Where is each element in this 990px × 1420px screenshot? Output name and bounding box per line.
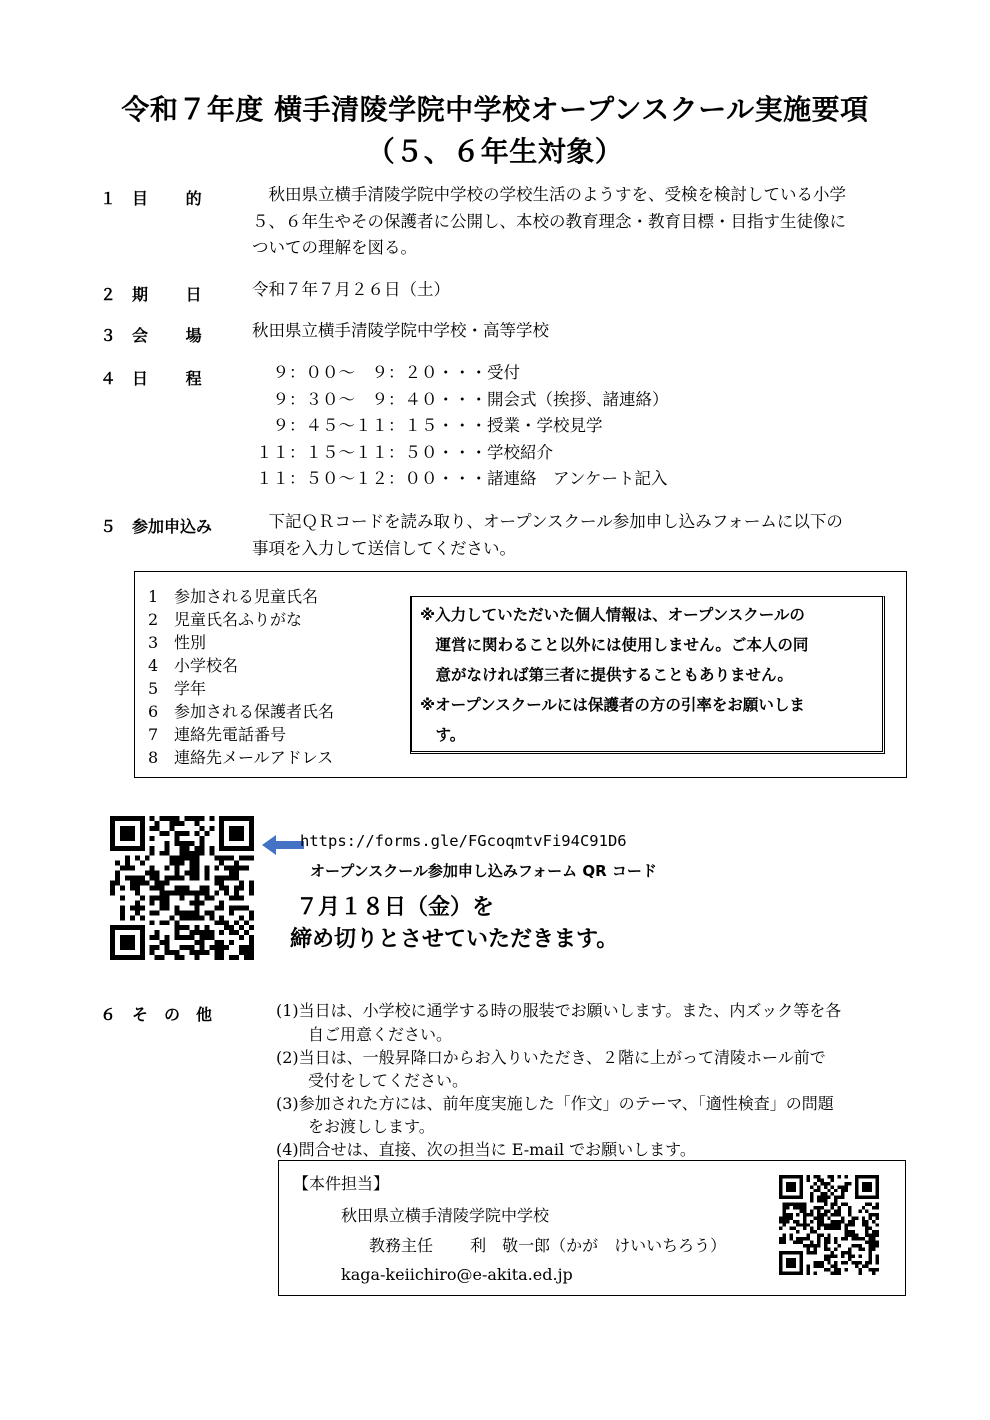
text-line: 秋田県立横手清陵学院中学校の学校生活のようすを、受検を検討している小学 xyxy=(252,185,846,204)
qr-caption: オープンスクール参加申し込みフォーム QR コード xyxy=(310,862,657,880)
notice-line: ※オープンスクールには保護者の方の引率をお願いしま xyxy=(420,696,805,714)
form-item xyxy=(148,584,318,607)
contact-heading: 【本件担当】 xyxy=(293,1174,390,1193)
form-item-label: 小学校名 xyxy=(174,656,239,675)
schedule-item: ９：４５～１１：１５・・・授業・学校見学 xyxy=(256,416,603,435)
section-number: ２ xyxy=(100,285,117,304)
form-item xyxy=(148,722,286,745)
page-title: 令和７年度 横手清陵学院中学校オープンスクール実施要項 xyxy=(121,93,869,126)
section-label-purpose: 目 的 xyxy=(132,189,202,208)
section-label-schedule: 日 程 xyxy=(132,369,202,388)
qr-code-image xyxy=(779,1175,879,1275)
form-item xyxy=(148,676,206,699)
text-line: ５、６年生やその保護者に公開し、本校の教育理念・教育目標・目指す生徒像に xyxy=(252,211,846,231)
form-item-number: 7 xyxy=(148,725,159,744)
contact-email[interactable]: kaga-keiichiro@e-akita.ed.jp xyxy=(341,1265,573,1284)
section-label-other: そ の 他 xyxy=(132,1005,213,1024)
text-line: 下記ＱＲコードを読み取り、オープンスクール参加申し込みフォームに以下の xyxy=(252,512,843,531)
text-line: 事項を入力して送信してください。 xyxy=(252,538,516,558)
form-url-link[interactable]: https://forms.gle/FGcoqmtvFi94C91D6 xyxy=(300,832,627,850)
form-item xyxy=(148,699,334,722)
contact-school: 秋田県立横手清陵学院中学校 xyxy=(341,1206,550,1225)
notice-line: 運営に関わること以外には使用しません。ご本人の同 xyxy=(420,636,809,654)
form-item-number: 2 xyxy=(148,610,159,629)
schedule-item: ９：３０～ ９：４０・・・開会式（挨拶、諸連絡） xyxy=(256,389,669,409)
form-item-number: 6 xyxy=(148,702,159,721)
apply-text xyxy=(252,509,843,562)
other-line: 自ご用意ください。 xyxy=(276,1025,453,1044)
section-number: ３ xyxy=(100,326,117,345)
other-line: (4)問合せは、直接、次の担当に E-mail でお願いします。 xyxy=(276,1140,696,1159)
form-item xyxy=(148,745,333,768)
page-subtitle: （５、６年生対象） xyxy=(366,135,624,168)
form-item-number: 3 xyxy=(148,633,159,652)
other-line: 受付をしてください。 xyxy=(276,1071,469,1090)
section-number: ４ xyxy=(100,369,117,388)
deadline-text: 締め切りとさせていただきます。 xyxy=(290,927,619,952)
qr-code-icon[interactable] xyxy=(110,816,254,960)
form-item xyxy=(148,630,206,653)
form-item-label: 学年 xyxy=(174,679,207,698)
form-item-label: 児童氏名ふりがな xyxy=(174,610,303,629)
form-item xyxy=(148,607,302,630)
text-line: ついての理解を図る。 xyxy=(252,238,417,257)
schedule-item: １１：５０～１２：００・・・諸連絡 アンケート記入 xyxy=(256,469,668,488)
section-label-venue: 会 場 xyxy=(132,326,202,345)
section-number: １ xyxy=(100,189,117,208)
other-line: (1)当日は、小学校に通学する時の服装でお願いします。また、内ズック等を各 xyxy=(276,1001,842,1020)
contact-person: 教務主任 利 敬一郎（かが けいいちろう） xyxy=(369,1236,727,1255)
form-item xyxy=(148,653,238,676)
section-number: ６ xyxy=(100,1005,117,1024)
qr-code-icon[interactable] xyxy=(779,1175,879,1275)
left-arrow-icon xyxy=(262,834,304,856)
form-item-label: 連絡先メールアドレス xyxy=(174,748,334,767)
other-line: (3)参加された方には、前年度実施した「作文」のテーマ、「適性検査」の問題 xyxy=(276,1094,834,1113)
form-item-label: 参加される児童氏名 xyxy=(174,587,319,606)
purpose-text xyxy=(252,182,846,262)
date-value: 令和７年７月２６日（土） xyxy=(252,280,450,299)
deadline-date: ７月１８日（金）を xyxy=(296,895,495,920)
other-line: をお渡しします。 xyxy=(276,1117,435,1136)
schedule-item: ９：００～ ９：２０・・・受付 xyxy=(256,363,520,382)
section-number: ５ xyxy=(100,517,117,536)
form-item-number: 5 xyxy=(148,679,159,698)
privacy-notice xyxy=(410,596,885,754)
contact-box xyxy=(278,1160,906,1296)
form-item-label: 連絡先電話番号 xyxy=(174,725,287,744)
form-item-label: 参加される保護者氏名 xyxy=(174,702,335,721)
other-line: (2)当日は、一般昇降口からお入りいただき、２階に上がって清陵ホール前で xyxy=(276,1048,826,1067)
section-label-date: 期 日 xyxy=(132,285,202,304)
form-item-number: 1 xyxy=(148,587,159,606)
form-item-number: 8 xyxy=(148,748,159,767)
notice-line: ※入力していただいた個人情報は、オープンスクールの xyxy=(420,606,805,624)
venue-value: 秋田県立横手清陵学院中学校・高等学校 xyxy=(252,321,549,340)
notice-line: 意がなければ第三者に提供することもありません。 xyxy=(420,666,793,684)
qr-code-image xyxy=(110,816,254,960)
notice-line: す。 xyxy=(420,726,466,744)
schedule-item: １１：１５～１１：５０・・・学校紹介 xyxy=(256,442,553,462)
section-label-apply: 参加申込み xyxy=(132,517,213,536)
schedule-list xyxy=(256,360,669,493)
form-item-label: 性別 xyxy=(174,633,207,652)
form-item-number: 4 xyxy=(148,656,159,675)
